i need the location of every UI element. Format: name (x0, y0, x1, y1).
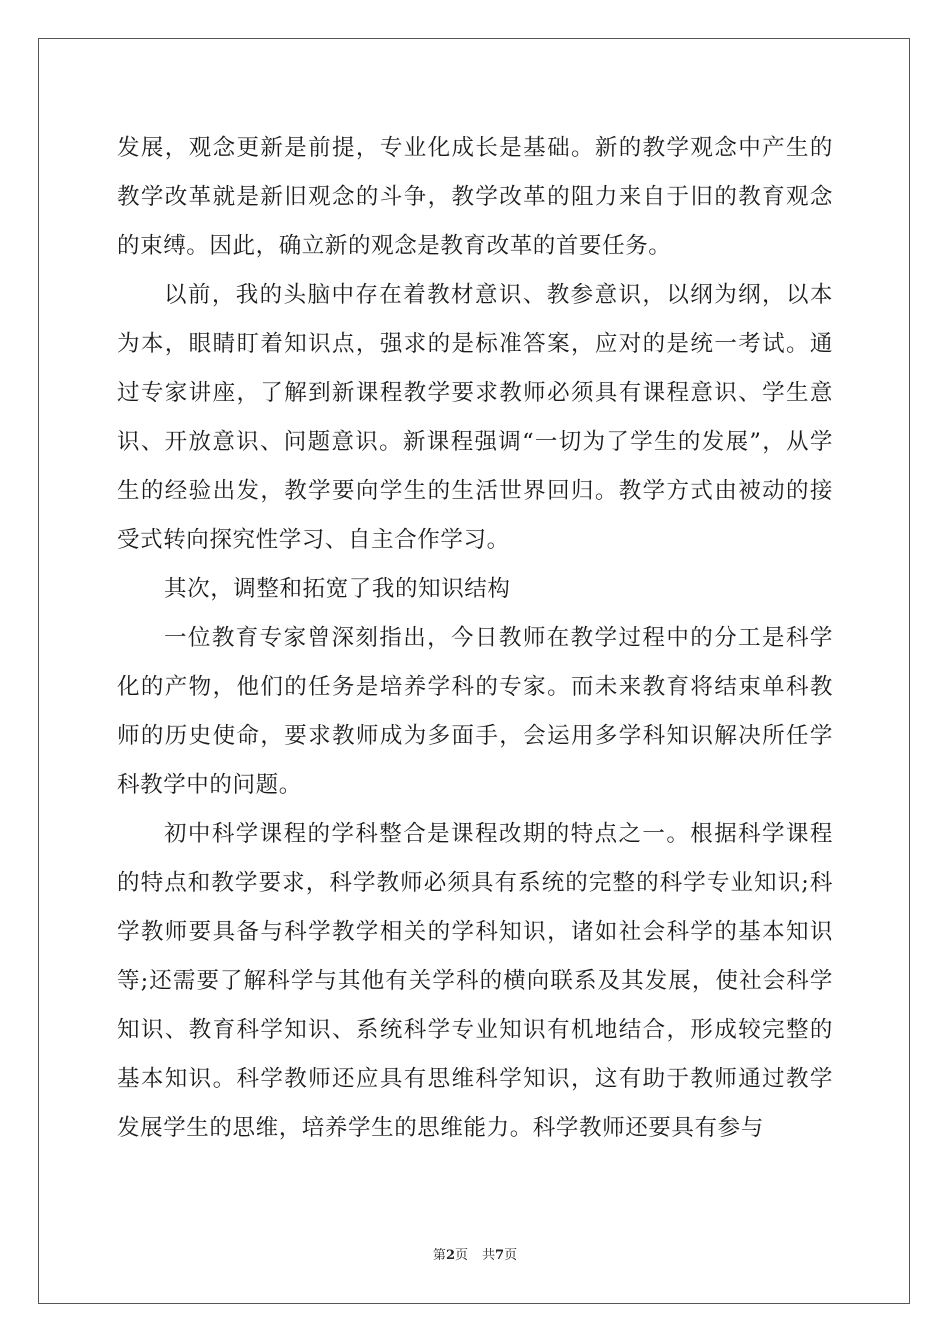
paragraph-4: 初中科学课程的学科整合是课程改期的特点之一。根据科学课程的特点和教学要求，科学教师必须具有系统的完整的科学专业知识;科学教师要具备与科学教学相关的学科知识，诸如社会科学的基本知识等;还需要了解科学与其他有关学科的横向联系及其发展，使社会科学知识、教育科学知识、系统科学专业知识有机地结合，形成较完整的基本知识。科学教师还应具有思维科学知识，这有助于教师通过教学发展学生的思维，培养学生的思维能力。科学教师还要具有参与 (117, 821, 833, 1141)
page-footer (0, 1247, 950, 1265)
total-suffix: 页 (504, 1248, 518, 1263)
paragraph-2: 以前，我的头脑中存在着教材意识、教参意识，以纲为纲，以本为本，眼睛盯着知识点，强求的是标准答案，应对的是统一考试。通过专家讲座，了解到新课程教学要求教师必须具有课程意识、学生意识、开放意识、问题意识。新课程强调“一切为了学生的发展”，从学生的经验出发，教学要向学生的生活世界回归。教学方式由被动的接受式转向探究性学习、自主合作学习。 (117, 282, 833, 553)
total-prefix: 共 (482, 1248, 496, 1263)
paragraph-1: 发展，观念更新是前提，专业化成长是基础。新的教学观念中产生的教学改革就是新旧观念的斗争，教学改革的阻力来自于旧的教育观念的束缚。因此，确立新的观念是教育改革的首要任务。 (117, 135, 833, 259)
document-body (117, 124, 833, 1153)
total-pages: 7 (495, 1248, 505, 1263)
section-heading: 其次，调整和拓宽了我的知识结构 (164, 576, 511, 602)
page-number: 2 (445, 1248, 455, 1263)
page-prefix: 第 (432, 1248, 446, 1263)
page-suffix: 页 (454, 1248, 468, 1263)
paragraph-3: 一位教育专家曾深刻指出，今日教师在教学过程中的分工是科学化的产物，他们的任务是培养学科的专家。而未来教育将结束单科教师的历史使命，要求教师成为多面手，会运用多学科知识解决所任学科教学中的问题。 (117, 625, 833, 798)
